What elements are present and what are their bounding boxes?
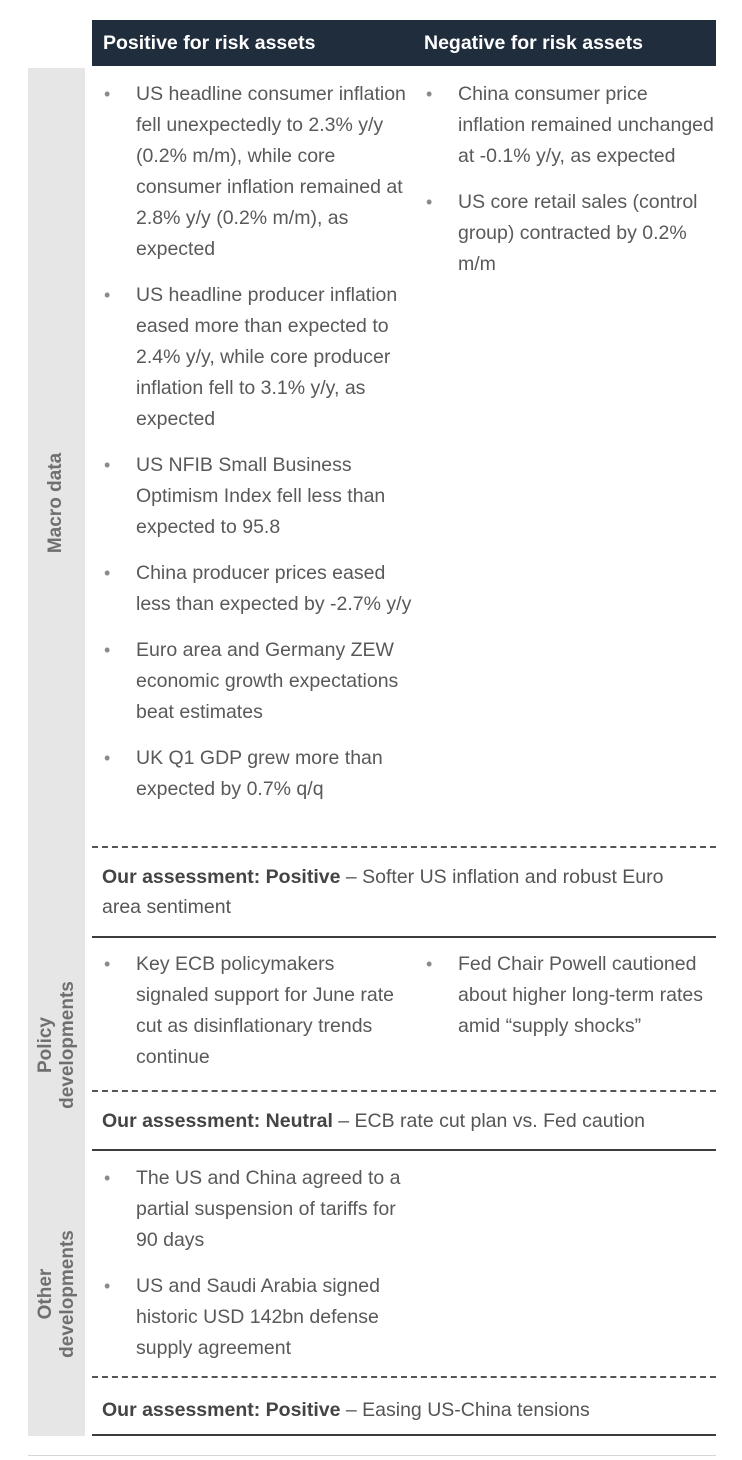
list-item: • China consumer price inflation remained unchanged at -0.1% y/y, as expected: [424, 79, 720, 172]
assessment-prefix: Our assessment:: [102, 866, 261, 888]
bullet-icon: •: [426, 954, 433, 974]
header-negative: Negative for risk assets: [424, 31, 643, 54]
footer-divider: [28, 1455, 716, 1456]
list-item: • Key ECB policymakers signaled support for June rate cut as disinflationary trends continue: [102, 949, 412, 1073]
bullet-icon: •: [104, 455, 111, 475]
assessment-text: – Softer US inflation and robust Euro area sentiment: [102, 866, 664, 918]
dashed-divider: [92, 1090, 716, 1092]
section-policy-developments: [28, 938, 716, 1151]
list-item: • US headline producer inflation eased more than expected to 2.4% y/y, while core producer inflation fell to 3.1% y/y, as expected: [102, 280, 412, 435]
list-item: • The US and China agreed to a partial suspension of tariffs for 90 days: [102, 1163, 412, 1256]
section-divider: [92, 1434, 716, 1436]
dashed-divider: [92, 1376, 716, 1378]
section-other-developments: [28, 1151, 716, 1436]
positive-list: [102, 1163, 412, 1379]
section-label-line2: developments: [56, 980, 78, 1109]
section-macro-data: [28, 68, 716, 938]
header-positive: Positive for risk assets: [103, 31, 316, 54]
assessment-rating: Neutral: [265, 1110, 333, 1132]
assessment: [102, 862, 706, 922]
bullet-icon: •: [426, 84, 433, 104]
section-content: [92, 938, 716, 1151]
section-content: [92, 68, 716, 938]
assessment: [102, 1395, 706, 1425]
section-label-text: Macro data: [45, 452, 67, 554]
list-item: • UK Q1 GDP grew more than expected by 0.7% q/q: [102, 743, 412, 805]
list-item: • US and Saudi Arabia signed historic USD 142bn defense supply agreement: [102, 1271, 412, 1364]
assessment-text: – Easing US-China tensions: [345, 1399, 590, 1421]
list-item: • US core retail sales (control group) contracted by 0.2% m/m: [424, 187, 720, 280]
table-header: [92, 20, 716, 66]
list-item: • China producer prices eased less than expected by -2.7% y/y: [102, 558, 412, 620]
list-item: • Euro area and Germany ZEW economic growth expectations beat estimates: [102, 635, 412, 728]
bullet-icon: •: [104, 285, 111, 305]
negative-list: [424, 949, 720, 1057]
section-label: [35, 1230, 79, 1358]
negative-list: [424, 79, 720, 295]
section-label-line1: Policy: [34, 1016, 56, 1073]
bullet-icon: •: [104, 563, 111, 583]
bullet-icon: •: [104, 1168, 111, 1188]
assessment-rating: Positive: [265, 866, 341, 888]
list-item: • US headline consumer inflation fell unexpectedly to 2.3% y/y (0.2% m/m), while core consumer inflation remained at 2.8% y/y (0.2% m/m), as expected: [102, 79, 412, 265]
assessment-text: – ECB rate cut plan vs. Fed caution: [338, 1110, 646, 1132]
section-label-line1: Other: [34, 1268, 56, 1319]
bullet-icon: •: [104, 84, 111, 104]
bullet-icon: •: [104, 640, 111, 660]
positive-list: [102, 949, 412, 1088]
assessment-prefix: Our assessment:: [102, 1399, 261, 1421]
bullet-icon: •: [104, 954, 111, 974]
assessment-prefix: Our assessment:: [102, 1110, 261, 1132]
positive-list: [102, 79, 412, 820]
section-label-line2: developments: [56, 1229, 78, 1358]
dashed-divider: [92, 846, 716, 848]
bullet-icon: •: [426, 192, 433, 212]
section-label-cell: [28, 1151, 85, 1436]
assessment: [102, 1106, 706, 1136]
bullet-icon: •: [104, 1276, 111, 1296]
section-content: [92, 1151, 716, 1436]
assessment-rating: Positive: [265, 1399, 341, 1421]
section-label: [46, 453, 68, 553]
bullet-icon: •: [104, 748, 111, 768]
section-label-cell: [28, 68, 85, 938]
section-label: [35, 981, 79, 1109]
list-item: • US NFIB Small Business Optimism Index fell less than expected to 95.8: [102, 450, 412, 543]
section-label-cell: [28, 938, 85, 1151]
list-item: • Fed Chair Powell cautioned about higher long-term rates amid “supply shocks”: [424, 949, 720, 1042]
